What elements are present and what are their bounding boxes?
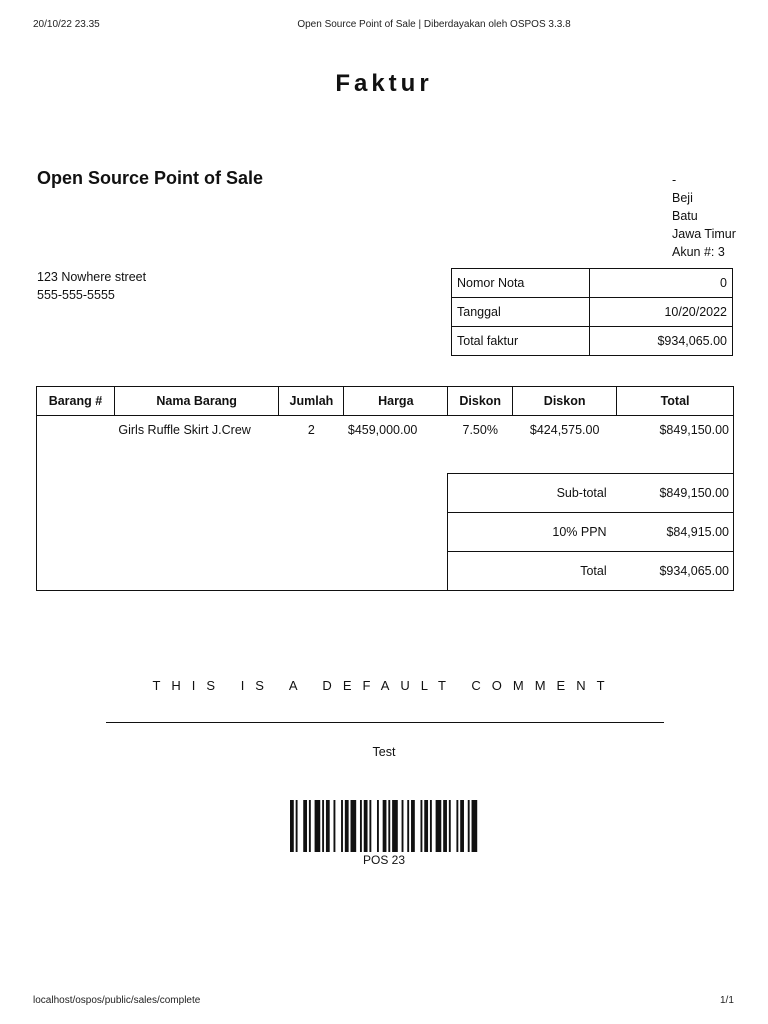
barcode-bar — [388, 800, 390, 852]
items-header-row — [37, 387, 734, 416]
company-street: 123 Nowhere street — [37, 270, 147, 284]
barcode-bar — [296, 800, 298, 852]
divider — [106, 722, 664, 723]
col-header-discount-pct: Diskon — [448, 387, 513, 416]
col-header-item-no: Barang # — [37, 387, 115, 416]
barcode-bar — [303, 800, 307, 852]
barcode-bar — [472, 800, 478, 852]
meta-row-date — [452, 298, 733, 327]
meta-label: Total faktur — [452, 327, 590, 356]
summary-label: Sub-total — [448, 474, 617, 513]
barcode-bar — [383, 800, 387, 852]
print-page-title: Open Source Point of Sale | Diberdayakan oleh OSPOS 3.3.8 — [297, 19, 571, 30]
barcode-bar — [449, 800, 451, 852]
customer-name: - — [672, 173, 677, 187]
barcode-bar — [341, 800, 343, 852]
col-header-qty: Jumlah — [279, 387, 344, 416]
spacer-row — [37, 444, 734, 474]
col-header-item-name: Nama Barang — [114, 387, 279, 416]
meta-value: 10/20/2022 — [590, 298, 733, 327]
invoice-comment: THIS IS A DEFAULT COMMENT — [152, 678, 616, 693]
barcode — [290, 800, 481, 852]
summary-value: $84,915.00 — [617, 513, 734, 552]
print-datetime: 20/10/22 23.35 — [33, 19, 100, 30]
customer-account: Akun #: 3 — [672, 245, 725, 259]
col-header-discount-amt: Diskon — [513, 387, 617, 416]
items-table — [36, 386, 734, 591]
barcode-bar — [411, 800, 415, 852]
meta-value: $934,065.00 — [590, 327, 733, 356]
invoice-title: Faktur — [335, 70, 433, 97]
barcode-bar — [377, 800, 379, 852]
summary-label: Total — [448, 552, 617, 591]
barcode-bar — [460, 800, 464, 852]
customer-line-2: Batu — [672, 209, 698, 223]
summary-row-subtotal — [37, 474, 734, 513]
barcode-bar — [326, 800, 330, 852]
item-price: $459,000.00 — [347, 423, 418, 437]
barcode-bar — [436, 800, 442, 852]
barcode-bar — [309, 800, 311, 852]
customer-line-3: Jawa Timur — [672, 227, 736, 241]
customer-info — [672, 171, 736, 261]
barcode-bar — [430, 800, 432, 852]
item-discount-amt: $424,575.00 — [529, 423, 600, 437]
company-address — [37, 268, 146, 304]
barcode-bar — [322, 800, 324, 852]
barcode-bar — [290, 800, 294, 852]
company-name: Open Source Point of Sale — [37, 168, 264, 188]
item-no — [37, 416, 115, 445]
barcode-bar — [402, 800, 404, 852]
invoice-note: Test — [372, 745, 396, 759]
barcode-bar — [392, 800, 398, 852]
barcode-bar — [424, 800, 428, 852]
meta-row-number — [452, 269, 733, 298]
meta-value: 0 — [590, 269, 733, 298]
company-phone: 555-555-5555 — [37, 288, 115, 302]
item-qty: 2 — [307, 423, 315, 437]
barcode-bar — [420, 800, 422, 852]
meta-label: Tanggal — [452, 298, 590, 327]
item-total: $849,150.00 — [659, 423, 729, 437]
item-name: Girls Ruffle Skirt J.Crew — [118, 423, 251, 437]
meta-label: Nomor Nota — [452, 269, 590, 298]
barcode-bar — [364, 800, 368, 852]
barcode-bar — [360, 800, 362, 852]
print-url: localhost/ospos/public/sales/complete — [33, 995, 201, 1006]
col-header-price: Harga — [344, 387, 448, 416]
barcode-label: POS 23 — [362, 853, 406, 867]
print-page-number: 1/1 — [720, 995, 734, 1006]
barcode-bar — [443, 800, 447, 852]
item-discount-pct: 7.50% — [462, 423, 498, 437]
summary-value: $849,150.00 — [617, 474, 734, 513]
invoice-meta-table — [451, 268, 733, 356]
table-row — [37, 416, 734, 445]
barcode-bar — [315, 800, 321, 852]
barcode-bar — [345, 800, 349, 852]
customer-line-1: Beji — [672, 191, 693, 205]
barcode-bar — [369, 800, 371, 852]
barcode-bar — [468, 800, 470, 852]
col-header-total: Total — [617, 387, 734, 416]
summary-label: 10% PPN — [448, 513, 617, 552]
summary-value: $934,065.00 — [617, 552, 734, 591]
barcode-bar — [407, 800, 409, 852]
meta-row-total — [452, 327, 733, 356]
barcode-bar — [351, 800, 357, 852]
barcode-bar — [333, 800, 335, 852]
barcode-bar — [456, 800, 458, 852]
